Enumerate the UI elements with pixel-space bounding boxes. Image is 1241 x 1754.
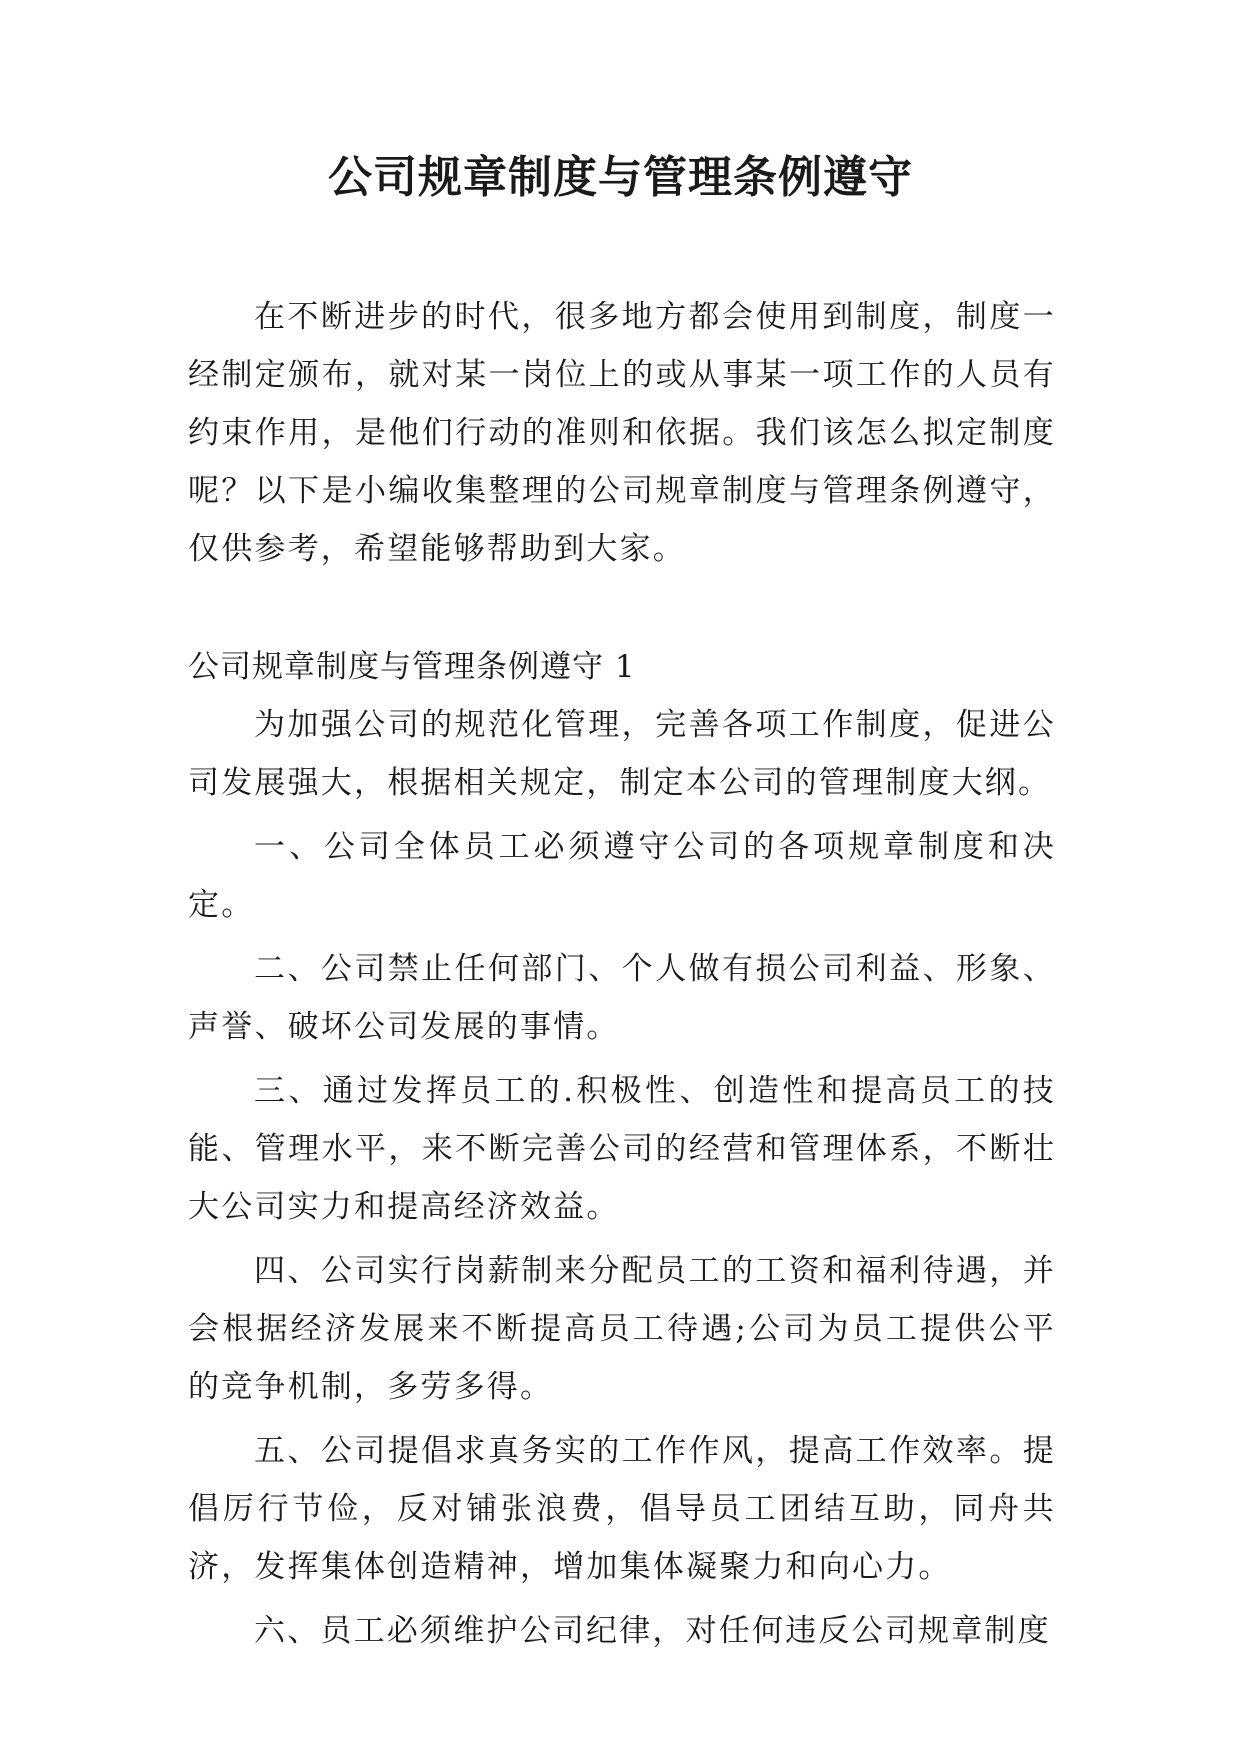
paragraph-rule-4: 四、公司实行岗薪制来分配员工的工资和福利待遇，并会根据经济发展来不断提高员工待遇;公司为员工提供公平的竞争机制，多劳多得。	[188, 1253, 1056, 1405]
paragraph-rule-6: 六、员工必须维护公司纪律，对任何违反公司规章制度	[254, 1613, 1051, 1649]
section-heading: 公司规章制度与管理条例遵守 1	[188, 649, 636, 685]
section-body	[188, 696, 1056, 1660]
paragraph-rule-2: 二、公司禁止任何部门、个人做有损公司利益、形象、声誉、破坏公司发展的事情。	[188, 951, 1056, 1045]
paragraph-preamble: 为加强公司的规范化管理，完善各项工作制度，促进公司发展强大，根据相关规定，制定本公司的管理制度大纲。	[188, 707, 1056, 801]
paragraph-rule-5: 五、公司提倡求真务实的工作作风，提高工作效率。提倡厉行节俭，反对铺张浪费，倡导员工团结互助，同舟共济，发挥集体创造精神，增加集体凝聚力和向心力。	[188, 1433, 1056, 1585]
paragraph-rule-1: 一、公司全体员工必须遵守公司的各项规章制度和决定。	[188, 829, 1056, 923]
document-title: 公司规章制度与管理条例遵守	[328, 152, 913, 203]
intro-paragraph: 在不断进步的时代，很多地方都会使用到制度，制度一经制定颁布，就对某一岗位上的或从事某一项工作的人员有约束作用，是他们行动的准则和依据。我们该怎么拟定制度呢？以下是小编收集整理的公司规章制度与管理条例遵守，仅供参考，希望能够帮助到大家。	[188, 299, 1056, 567]
paragraph-rule-3: 三、通过发挥员工的.积极性、创造性和提高员工的技能、管理水平，来不断完善公司的经营和管理体系，不断壮大公司实力和提高经济效益。	[188, 1073, 1056, 1225]
